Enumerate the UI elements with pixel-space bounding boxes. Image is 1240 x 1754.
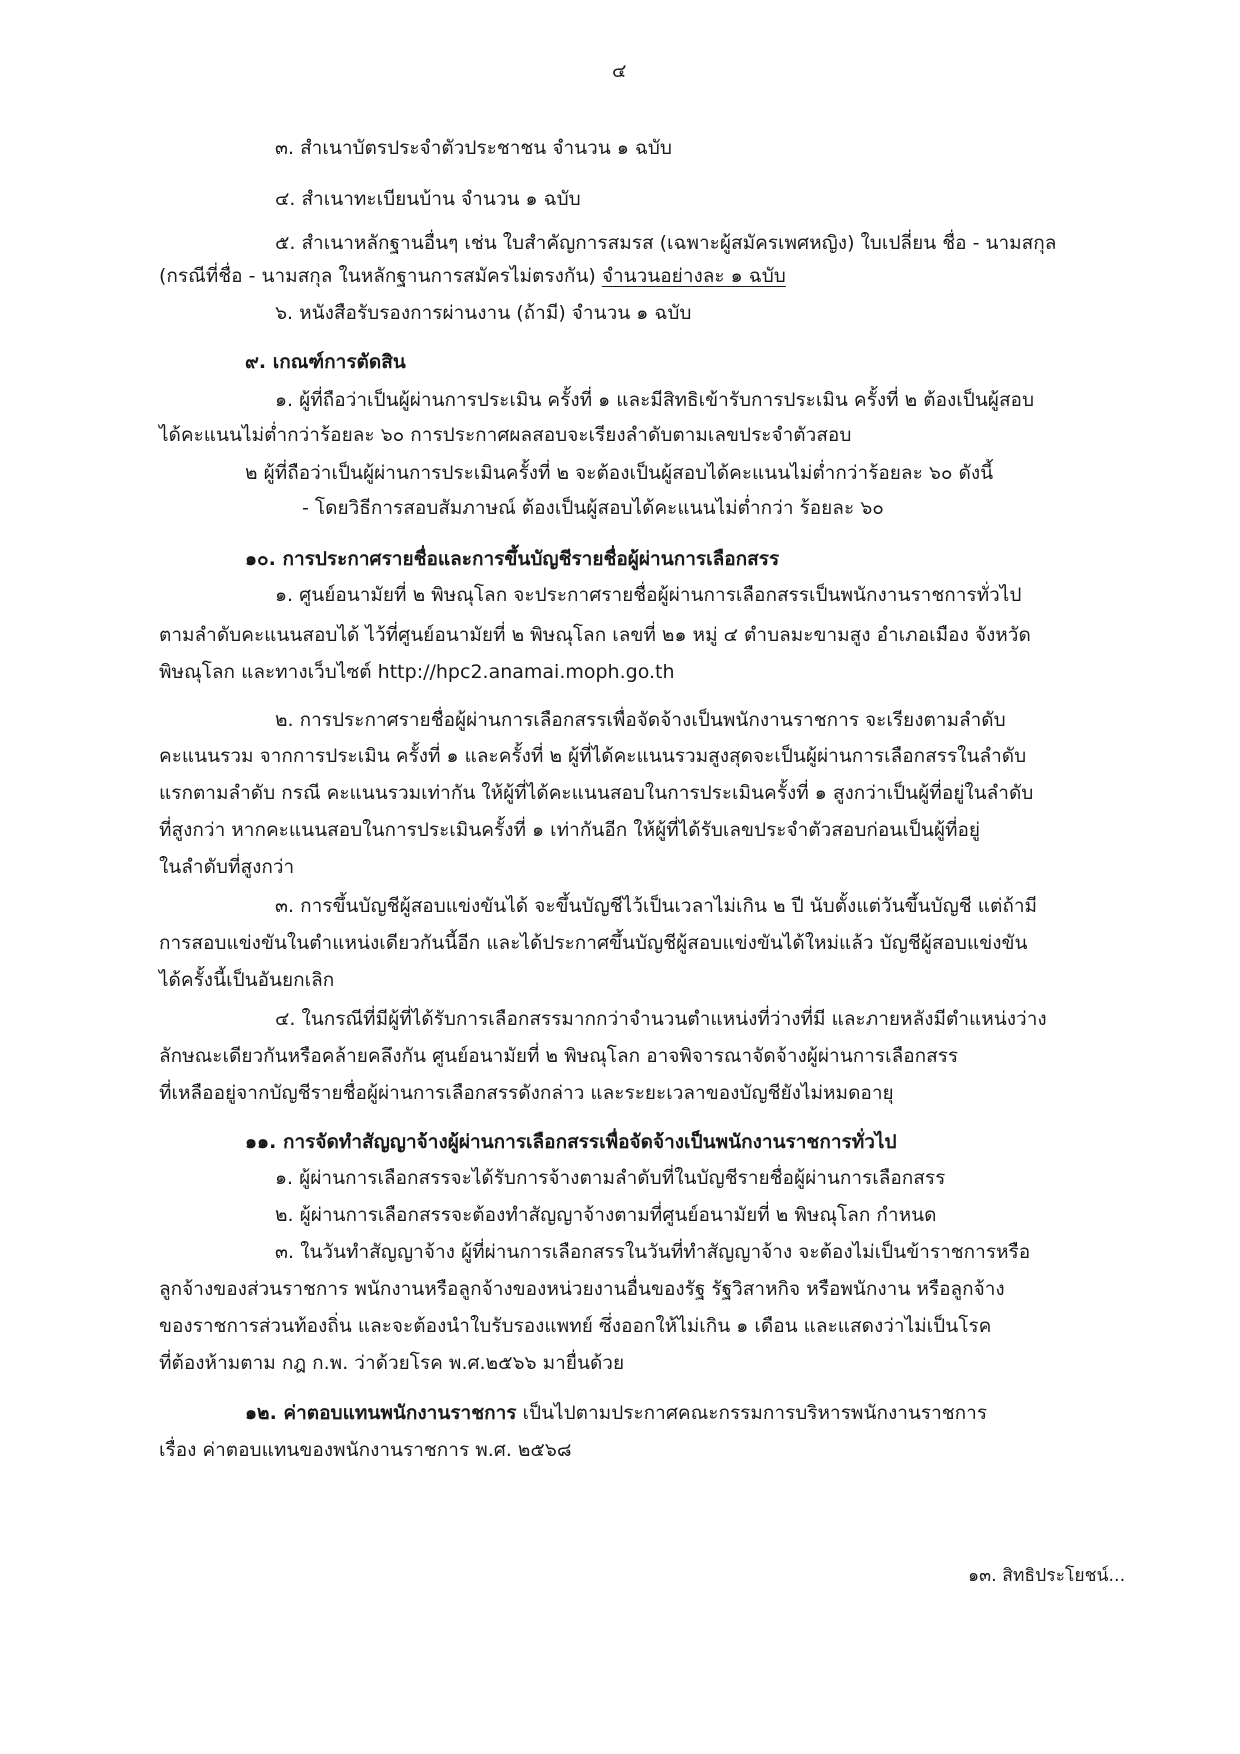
section-9-para-2-line-2: - โดยวิธีการสอบสัมภาษณ์ ต้องเป็นผู้สอบได้คะแนนไม่ต่ำกว่า ร้อยละ ๖๐ bbox=[302, 497, 884, 519]
section-9-para-2-line-1: ๒ ผู้ที่ถือว่าเป็นผู้ผ่านการประเมินครั้งที่ ๒ จะต้องเป็นผู้สอบได้คะแนนไม่ต่ำกว่าร้อยละ ๖๐ ดังนี้ bbox=[245, 462, 994, 484]
section-10-para-4-line-1: ๔. ในกรณีที่มีผู้ที่ได้รับการเลือกสรรมากกว่าจำนวนตำแหน่งที่ว่างที่มี และภายหลังมีตำแหน่งว่าง bbox=[275, 1008, 1047, 1030]
doc-item-5-text: ๕. สำเนาหลักฐานอื่นๆ เช่น ใบสำคัญการสมรส (เฉพาะผู้สมัครเพศหญิง) ใบเปลี่ยน ชื่อ - นามสกุล bbox=[275, 232, 1057, 254]
section-12-line-1 bbox=[245, 1398, 987, 1428]
section-10-para-2-line-4: ที่สูงกว่า หากคะแนนสอบในการประเมินครั้งที่ ๑ เท่ากันอีก ให้ผู้ที่ได้รับเลขประจำตัวสอบก่อนเป็นผู้ที่อยู่ bbox=[159, 819, 981, 841]
section-11-para-1: ๑. ผู้ผ่านการเลือกสรรจะได้รับการจ้างตามลำดับที่ในบัญชีรายชื่อผู้ผ่านการเลือกสรร bbox=[275, 1167, 946, 1189]
doc-item-5-condition: (กรณีที่ชื่อ - นามสกุล ในหลักฐานการสมัครไม่ตรงกัน) bbox=[159, 265, 602, 287]
section-11-para-2: ๒. ผู้ผ่านการเลือกสรรจะต้องทำสัญญาจ้างตามที่ศูนย์อนามัยที่ ๒ พิษณุโลก กำหนด bbox=[275, 1204, 937, 1226]
doc-item-4: ๔. สำเนาทะเบียนบ้าน จำนวน ๑ ฉบับ bbox=[275, 188, 581, 210]
section-11-para-3-line-4: ที่ต้องห้ามตาม กฎ ก.พ. ว่าด้วยโรค พ.ศ.๒๕๖๖ มายื่นด้วย bbox=[159, 1352, 625, 1374]
section-10-para-3-line-2: การสอบแข่งขันในตำแหน่งเดียวกันนี้อีก และได้ประกาศขึ้นบัญชีผู้สอบแข่งขันได้ใหม่แล้ว บัญชีผู้สอบแข่งขัน bbox=[159, 932, 1028, 954]
doc-item-5-line-1 bbox=[275, 228, 1119, 258]
doc-item-5-quantity: จำนวนอย่างละ ๑ ฉบับ bbox=[601, 265, 786, 287]
section-9-heading: ๙. เกณฑ์การตัดสิน bbox=[245, 351, 406, 373]
section-12-text: เป็นไปตามประกาศคณะกรรมการบริหารพนักงานราชการ bbox=[516, 1402, 988, 1424]
section-11-para-3-line-2: ลูกจ้างของส่วนราชการ พนักงานหรือลูกจ้างของหน่วยงานอื่นของรัฐ รัฐวิสาหกิจ หรือพนักงาน หรือลูกจ้าง bbox=[159, 1278, 1005, 1300]
section-11-heading: ๑๑. การจัดทำสัญญาจ้างผู้ผ่านการเลือกสรรเพื่อจัดจ้างเป็นพนักงานราชการทั่วไป bbox=[245, 1131, 897, 1153]
section-10-para-2-line-1: ๒. การประกาศรายชื่อผู้ผ่านการเลือกสรรเพื่อจัดจ้างเป็นพนักงานราชการ จะเรียงตามลำดับ bbox=[275, 709, 1006, 731]
section-9-para-1-line-2: ได้คะแนนไม่ต่ำกว่าร้อยละ ๖๐ การประกาศผลสอบจะเรียงลำดับตามเลขประจำตัวสอบ bbox=[159, 424, 852, 446]
section-10-para-2-line-2: คะแนนรวม จากการประเมิน ครั้งที่ ๑ และครั้งที่ ๒ ผู้ที่ได้คะแนนรวมสูงสุดจะเป็นผู้ผ่านการเลือกสรรในลำดับ bbox=[159, 745, 1027, 767]
doc-item-6: ๖. หนังสือรับรองการผ่านงาน (ถ้ามี) จำนวน ๑ ฉบับ bbox=[275, 302, 692, 324]
section-10-para-1-line-2: ตามลำดับคะแนนสอบได้ ไว้ที่ศูนย์อนามัยที่ ๒ พิษณุโลก เลขที่ ๒๑ หมู่ ๔ ตำบลมะขามสูง อำเภอเมือง จังหวัด bbox=[159, 624, 1031, 646]
section-11-para-3-line-3: ของราชการส่วนท้องถิ่น และจะต้องนำใบรับรองแพทย์ ซึ่งออกให้ไม่เกิน ๑ เดือน และแสดงว่าไม่เป็นโรค bbox=[159, 1315, 992, 1337]
section-11-para-3-line-1: ๓. ในวันทำสัญญาจ้าง ผู้ที่ผ่านการเลือกสรรในวันที่ทำสัญญาจ้าง จะต้องไม่เป็นข้าราชการหรือ bbox=[275, 1241, 1031, 1263]
next-page-hint: ๑๓. สิทธิประโยชน์... bbox=[968, 1566, 1126, 1586]
page-number: ๔ bbox=[612, 60, 627, 82]
section-10-para-3-line-3: ได้ครั้งนี้เป็นอันยกเลิก bbox=[159, 969, 335, 991]
section-9-para-1-line-1: ๑. ผู้ที่ถือว่าเป็นผู้ผ่านการประเมิน ครั้งที่ ๑ และมีสิทธิเข้ารับการประเมิน ครั้งที่ ๒ ต้องเป็นผู้สอบ bbox=[275, 389, 1035, 411]
section-12-heading: ๑๒. ค่าตอบแทนพนักงานราชการ bbox=[245, 1402, 517, 1424]
section-10-para-3-line-1: ๓. การขึ้นบัญชีผู้สอบแข่งขันได้ จะขึ้นบัญชีไว้เป็นเวลาไม่เกิน ๒ ปี นับตั้งแต่วันขึ้นบัญชี แต่ถ้ามี bbox=[275, 895, 1038, 917]
section-10-para-2-line-3: แรกตามลำดับ กรณี คะแนนรวมเท่ากัน ให้ผู้ที่ได้คะแนนสอบในการประเมินครั้งที่ ๑ สูงกว่าเป็นผู้ที่อยู่ในลำดับ bbox=[159, 782, 1034, 804]
doc-item-5-line-2 bbox=[159, 261, 786, 291]
section-10-para-1-line-1: ๑. ศูนย์อนามัยที่ ๒ พิษณุโลก จะประกาศรายชื่อผู้ผ่านการเลือกสรรเป็นพนักงานราชการทั่วไป bbox=[275, 584, 1022, 606]
section-10-para-2-line-5: ในลำดับที่สูงกว่า bbox=[159, 856, 295, 878]
section-10-para-1-line-3: พิษณุโลก และทางเว็บไซต์ http://hpc2.anamai.moph.go.th bbox=[159, 661, 675, 683]
section-12-line-2: เรื่อง ค่าตอบแทนของพนักงานราชการ พ.ศ. ๒๕๖๘ bbox=[159, 1439, 572, 1461]
section-10-heading: ๑๐. การประกาศรายชื่อและการขึ้นบัญชีรายชื่อผู้ผ่านการเลือกสรร bbox=[245, 548, 780, 570]
doc-item-3: ๓. สำเนาบัตรประจำตัวประชาชน จำนวน ๑ ฉบับ bbox=[275, 137, 672, 159]
section-10-para-4-line-2: ลักษณะเดียวกันหรือคล้ายคลึงกัน ศูนย์อนามัยที่ ๒ พิษณุโลก อาจพิจารณาจัดจ้างผู้ผ่านการเลือกสรร bbox=[159, 1045, 959, 1067]
section-10-para-4-line-3: ที่เหลืออยู่จากบัญชีรายชื่อผู้ผ่านการเลือกสรรดังกล่าว และระยะเวลาของบัญชียังไม่หมดอายุ bbox=[159, 1082, 894, 1104]
